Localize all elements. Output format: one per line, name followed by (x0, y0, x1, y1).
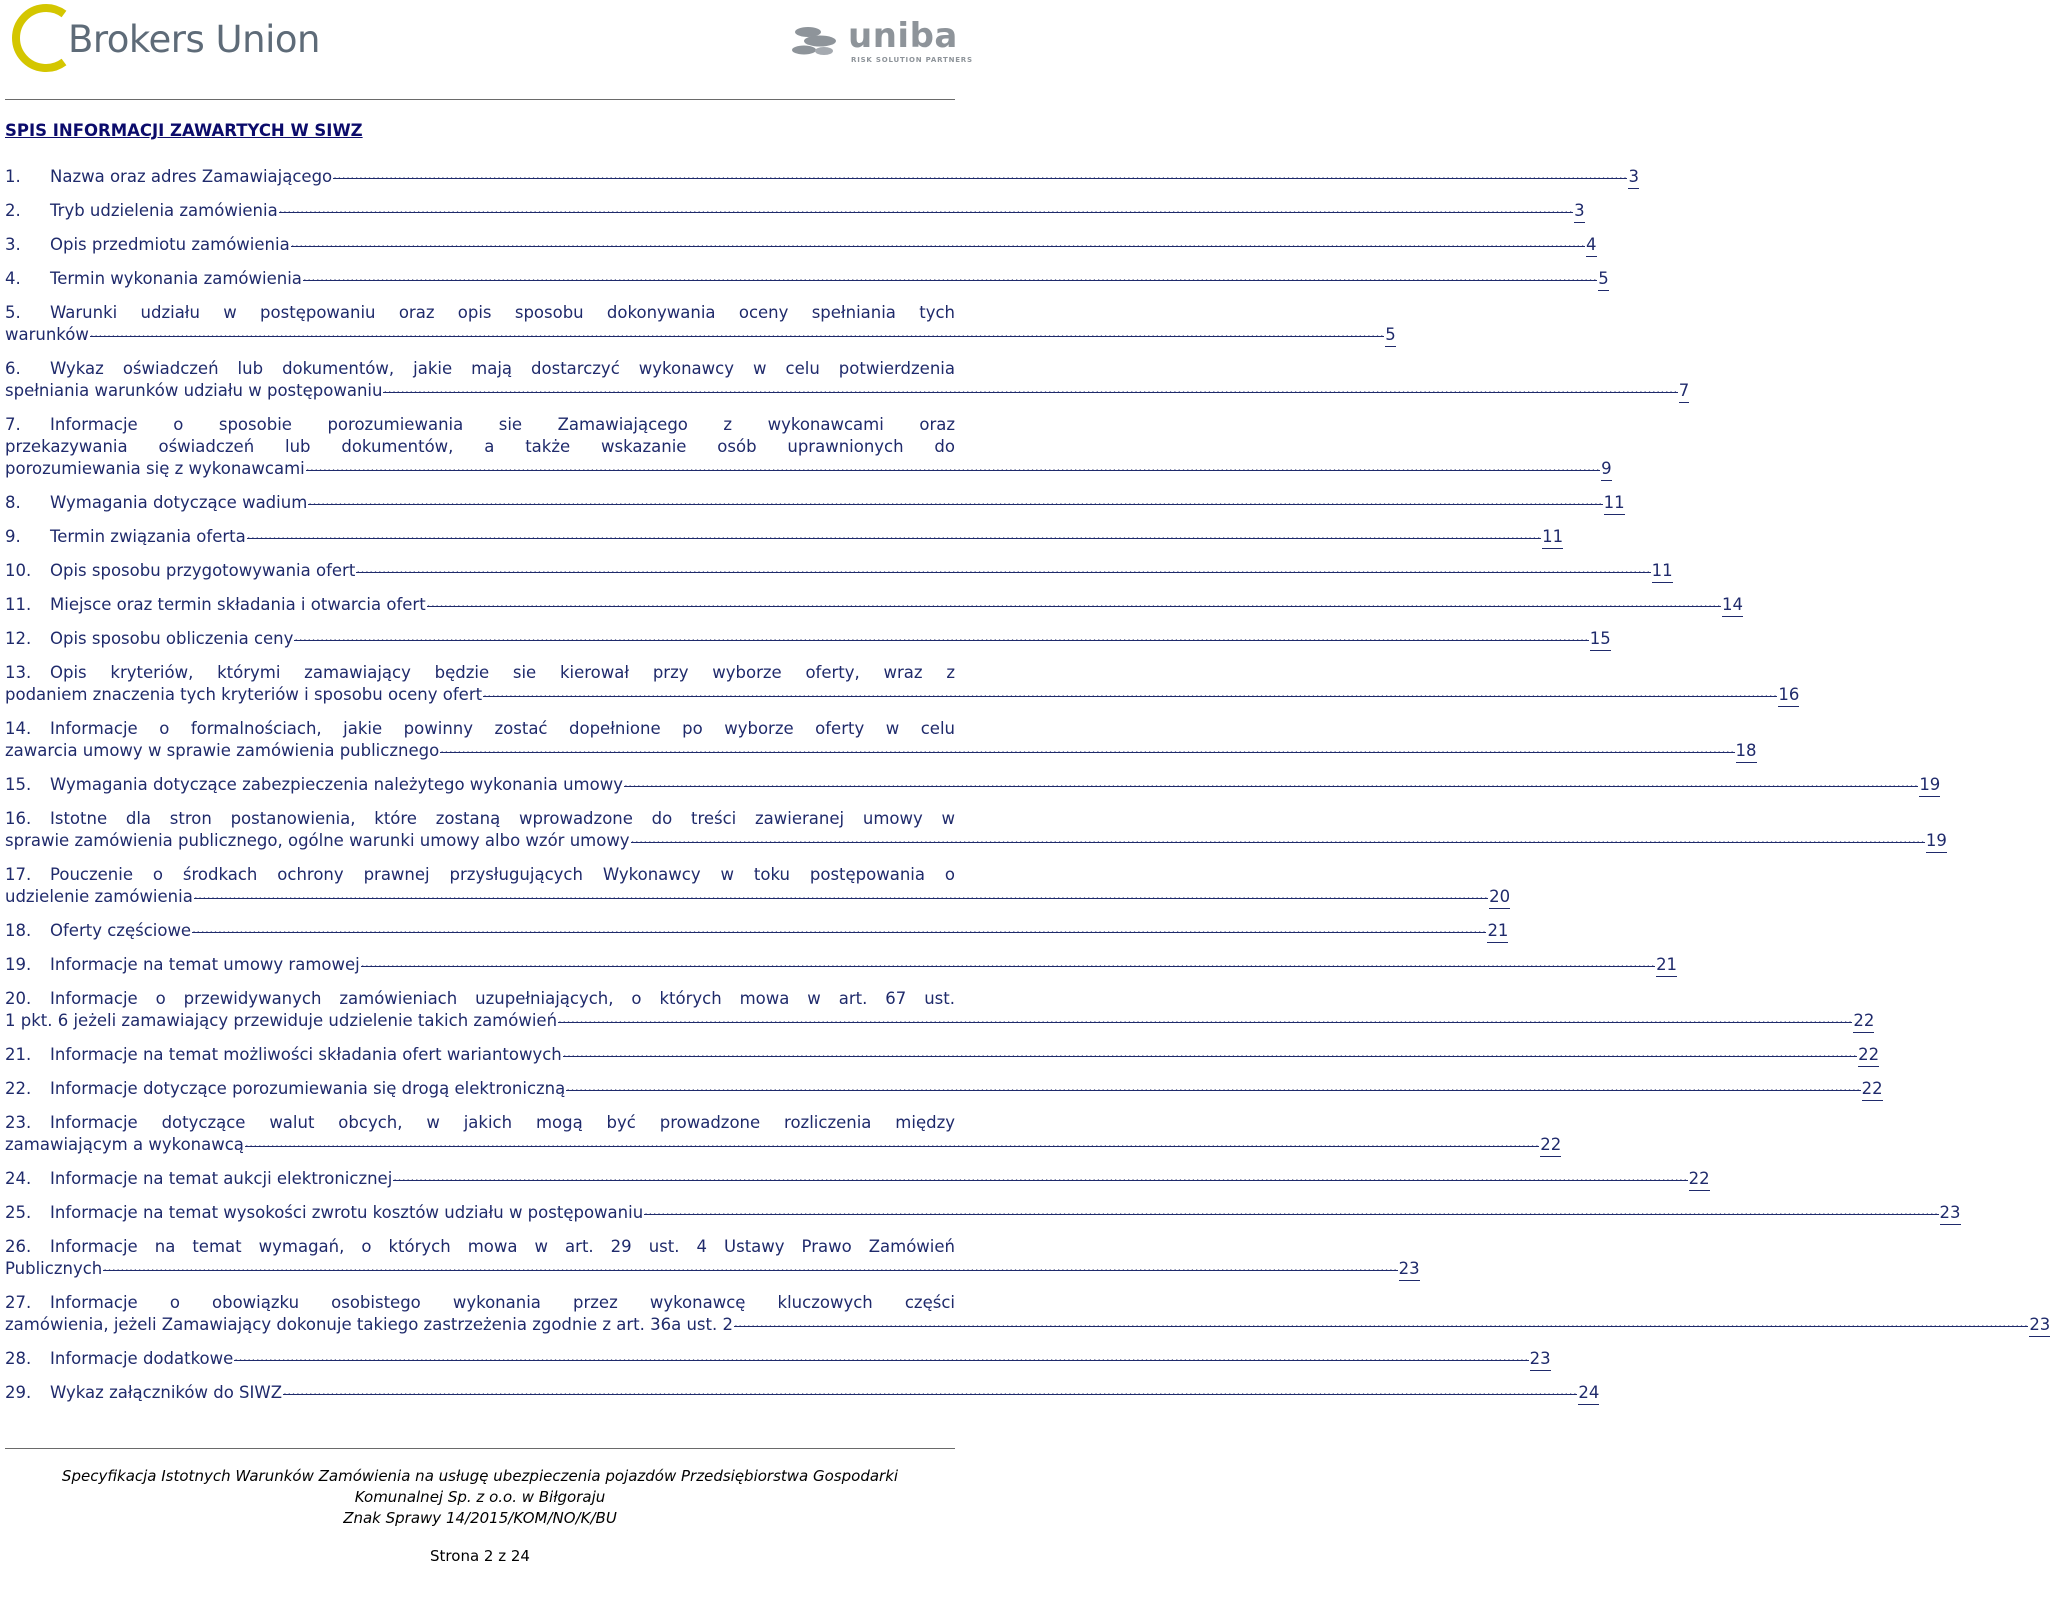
toc-entry[interactable] (5, 594, 1744, 617)
toc-entry-row (5, 1202, 1961, 1225)
toc-entry-number: 29. (5, 1383, 32, 1402)
toc-entry-text: Opis przedmiotu zamówienia (50, 235, 290, 254)
toc-entry-line (5, 1112, 955, 1134)
toc-entry-row (5, 560, 1673, 583)
toc-dot-leader: ............................................................................................................................................................................................................................................................................................................ (427, 592, 1721, 607)
toc-entry-page: 9 (1601, 458, 1612, 481)
footer-document-info (5, 1466, 955, 1529)
toc-entry[interactable] (5, 234, 1597, 257)
toc-entry-number: 23. (5, 1113, 32, 1132)
toc-entry-row (5, 886, 1511, 909)
toc-entry-page: 4 (1586, 234, 1597, 257)
toc-dot-leader: ............................................................................................................................................................................................................................................................................................................ (245, 1132, 1539, 1147)
toc-entry-row (5, 830, 1947, 853)
toc-entry-text: Oferty częściowe (50, 921, 192, 940)
toc-entry-row (5, 1314, 2050, 1337)
toc-entry-number: 24. (5, 1169, 32, 1188)
footer-line-1: Specyfikacja Istotnych Warunków Zamówienia na usługę ubezpieczenia pojazdów Przedsiębiorstwa Gospodarki (61, 1467, 899, 1485)
toc-entry-number: 8. (5, 493, 21, 512)
toc-entry-row (5, 1258, 1420, 1281)
toc-entry[interactable] (5, 864, 1511, 909)
header-divider (5, 99, 955, 100)
toc-dot-leader: ............................................................................................................................................................................................................................................................................................................ (194, 884, 1488, 899)
toc-entry-text: Opis kryteriów, którymi zamawiający będzie sie kierował przy wyborze oferty, wraz z (50, 663, 955, 682)
toc-entry-row (5, 1044, 1880, 1067)
toc-entry-number: 4. (5, 269, 21, 288)
toc-entry-row (5, 166, 1639, 189)
footer-line-3: Znak Sprawy 14/2015/KOM/NO/K/BU (343, 1509, 617, 1527)
toc-dot-leader: ............................................................................................................................................................................................................................................................................................................ (644, 1200, 1938, 1215)
toc-entry-row (5, 324, 1396, 347)
toc-entry-row (5, 684, 1800, 707)
toc-entry-page: 23 (1940, 1202, 1961, 1225)
toc-entry-text: Warunki udziału w postępowaniu oraz opis sposobu dokonywania oceny spełniania tych (50, 303, 955, 322)
toc-entry[interactable] (5, 808, 1947, 853)
toc-entry-text: Wykaz załączników do SIWZ (50, 1383, 282, 1402)
toc-dot-leader: ............................................................................................................................................................................................................................................................................................................ (563, 1042, 1857, 1057)
toc-entry-text: Pouczenie o środkach ochrony prawnej przysługujących Wykonawcy w toku postępowania o (50, 865, 955, 884)
toc-dot-leader: ............................................................................................................................................................................................................................................................................................................ (333, 164, 1627, 179)
toc-entry-page: 22 (1862, 1078, 1883, 1101)
toc-entry-text: Wymagania dotyczące wadium (50, 493, 308, 512)
toc-entry-text: porozumiewania się z wykonawcami (5, 459, 305, 478)
toc-entry-number: 20. (5, 989, 32, 1008)
toc-entry-row (5, 526, 1564, 549)
toc-entry[interactable] (5, 414, 1612, 481)
toc-dot-leader: ............................................................................................................................................................................................................................................................................................................ (279, 198, 1573, 213)
toc-dot-leader: ............................................................................................................................................................................................................................................................................................................ (303, 266, 1597, 281)
toc-entry[interactable] (5, 662, 1800, 707)
toc-entry-line (5, 436, 955, 458)
toc-entry-page: 11 (1652, 560, 1673, 583)
toc-entry[interactable] (5, 166, 1639, 189)
toc-entry-number: 9. (5, 527, 21, 546)
toc-entry-number: 5. (5, 303, 21, 322)
toc-entry-text: podaniem znaczenia tych kryteriów i sposobu oceny ofert (5, 685, 483, 704)
toc-entry-page: 3 (1574, 200, 1585, 223)
toc-entry-page: 7 (1679, 380, 1690, 403)
toc-entry-text: spełniania warunków udziału w postępowaniu (5, 381, 383, 400)
toc-dot-leader: ............................................................................................................................................................................................................................................................................................................ (393, 1166, 1687, 1181)
toc-entry-text: Termin wykonania zamówienia (50, 269, 302, 288)
brokers-union-logo (6, 4, 320, 74)
toc-entry-number: 13. (5, 663, 32, 682)
toc-entry-text: Wymagania dotyczące zabezpieczenia należytego wykonania umowy (50, 775, 623, 794)
toc-entry-row (5, 200, 1585, 223)
toc-entry-page: 24 (1578, 1382, 1599, 1405)
toc-entry-line (5, 662, 955, 684)
toc-dot-leader: ............................................................................................................................................................................................................................................................................................................ (291, 232, 1585, 247)
toc-entry-line (5, 358, 955, 380)
toc-entry[interactable] (5, 560, 1673, 583)
toc-entry-page: 22 (1853, 1010, 1874, 1033)
toc-entry[interactable] (5, 1236, 1420, 1281)
toc-entry-text: zawarcia umowy w sprawie zamówienia publicznego (5, 741, 440, 760)
toc-entry[interactable] (5, 988, 1875, 1033)
toc-dot-leader: ............................................................................................................................................................................................................................................................................................................ (566, 1076, 1860, 1091)
uniba-logo-subtext: RISK SOLUTION PARTNERS (851, 56, 973, 64)
toc-entry-number: 2. (5, 201, 21, 220)
toc-entry-text: Publicznych (5, 1259, 103, 1278)
toc-entry[interactable] (5, 718, 1757, 763)
toc-entry-text: Tryb udzielenia zamówienia (50, 201, 278, 220)
toc-entry[interactable] (5, 302, 1396, 347)
toc-entry[interactable] (5, 1292, 2050, 1337)
toc-entry[interactable] (5, 492, 1625, 515)
toc-entry-row (5, 594, 1744, 617)
toc-dot-leader: ............................................................................................................................................................................................................................................................................................................ (247, 524, 1541, 539)
toc-entry[interactable] (5, 954, 1678, 977)
toc-entry-number: 18. (5, 921, 32, 940)
toc-entry-page: 3 (1628, 166, 1639, 189)
toc-entry-number: 12. (5, 629, 32, 648)
toc-entry-text: 1 pkt. 6 jeżeli zamawiający przewiduje udzielenie takich zamówień (5, 1011, 558, 1030)
toc-entry-text: Informacje o sposobie porozumiewania sie Zamawiającego z wykonawcami oraz (50, 415, 955, 434)
toc-entry-number: 10. (5, 561, 32, 580)
toc-entry-row (5, 1168, 1710, 1191)
toc-entry-text: Informacje na temat możliwości składania ofert wariantowych (50, 1045, 562, 1064)
toc-entry-number: 16. (5, 809, 32, 828)
toc-entry-row (5, 1134, 1562, 1157)
toc-entry-line (5, 718, 955, 740)
table-of-contents (5, 166, 2050, 1416)
toc-dot-leader: ............................................................................................................................................................................................................................................................................................................ (283, 1380, 1577, 1395)
toc-entry-text: Informacje na temat umowy ramowej (50, 955, 360, 974)
toc-entry[interactable] (5, 628, 1611, 651)
toc-dot-leader: ............................................................................................................................................................................................................................................................................................................ (306, 456, 1600, 471)
toc-entry-number: 7. (5, 415, 21, 434)
toc-entry-line (5, 1236, 955, 1258)
toc-entry-number: 1. (5, 167, 21, 186)
toc-entry-page: 5 (1385, 324, 1396, 347)
uniba-pebbles-icon (790, 22, 848, 66)
footer-divider (5, 1448, 955, 1449)
toc-entry-text: przekazywania oświadczeń lub dokumentów, a także wskazanie osób uprawnionych do (5, 437, 955, 456)
toc-entry-text: Informacje o obowiązku osobistego wykonania przez wykonawcę kluczowych części (50, 1293, 955, 1312)
toc-dot-leader: ............................................................................................................................................................................................................................................................................................................ (440, 738, 1734, 753)
brokers-union-ring-icon (6, 4, 76, 74)
toc-entry-row (5, 268, 1609, 291)
toc-dot-leader: ............................................................................................................................................................................................................................................................................................................ (631, 828, 1925, 843)
toc-entry-text: zamówienia, jeżeli Zamawiający dokonuje takiego zastrzeżenia zgodnie z art. 36a ust. 2 (5, 1315, 733, 1334)
toc-entry[interactable] (5, 774, 1941, 797)
toc-entry-row (5, 1078, 1883, 1101)
toc-dot-leader: ............................................................................................................................................................................................................................................................................................................ (234, 1346, 1528, 1361)
toc-title: SPIS INFORMACJI ZAWARTYCH W SIWZ (5, 121, 363, 140)
toc-entry-line (5, 988, 955, 1010)
toc-entry-page: 18 (1736, 740, 1757, 763)
toc-entry-page: 23 (1399, 1258, 1420, 1281)
toc-entry-row (5, 1010, 1875, 1033)
toc-entry-text: Opis sposobu przygotowywania ofert (50, 561, 356, 580)
toc-entry-page: 11 (1604, 492, 1625, 515)
toc-entry-number: 3. (5, 235, 21, 254)
toc-entry-line (5, 1292, 955, 1314)
toc-entry-row (5, 492, 1625, 515)
toc-entry-number: 22. (5, 1079, 32, 1098)
toc-entry-row (5, 740, 1757, 763)
toc-entry-row (5, 774, 1941, 797)
toc-entry-number: 27. (5, 1293, 32, 1312)
toc-entry-page: 20 (1489, 886, 1510, 909)
toc-entry-row (5, 628, 1611, 651)
uniba-logo-text: uniba (848, 16, 958, 56)
toc-entry-number: 15. (5, 775, 32, 794)
toc-entry-number: 17. (5, 865, 32, 884)
toc-dot-leader: ............................................................................................................................................................................................................................................................................................................ (103, 1256, 1397, 1271)
toc-entry-row (5, 954, 1678, 977)
toc-entry-text: zamawiającym a wykonawcą (5, 1135, 244, 1154)
toc-entry-row (5, 234, 1597, 257)
toc-entry-text: Istotne dla stron postanowienia, które zostaną wprowadzone do treści zawieranej umowy w (50, 809, 955, 828)
toc-entry-text: udzielenie zamówienia (5, 887, 193, 906)
toc-entry[interactable] (5, 268, 1609, 291)
toc-dot-leader: ............................................................................................................................................................................................................................................................................................................ (383, 378, 1677, 393)
toc-entry[interactable] (5, 1078, 1883, 1101)
toc-entry-number: 19. (5, 955, 32, 974)
toc-entry-page: 22 (1689, 1168, 1710, 1191)
toc-entry-row (5, 380, 1690, 403)
toc-entry-page: 5 (1598, 268, 1609, 291)
toc-dot-leader: ............................................................................................................................................................................................................................................................................................................ (361, 952, 1655, 967)
toc-entry-page: 16 (1778, 684, 1799, 707)
toc-entry-page: 21 (1487, 920, 1508, 943)
toc-entry-number: 28. (5, 1349, 32, 1368)
toc-entry[interactable] (5, 1348, 1551, 1371)
toc-entry[interactable] (5, 1112, 1562, 1157)
toc-entry-page: 22 (1540, 1134, 1561, 1157)
toc-dot-leader: ............................................................................................................................................................................................................................................................................................................ (192, 918, 1486, 933)
toc-entry-text: Informacje na temat wymagań, o których mowa w art. 29 ust. 4 Ustawy Prawo Zamówień (50, 1237, 955, 1256)
toc-entry-text: Informacje o formalnościach, jakie powinny zostać dopełnione po wyborze oferty w celu (50, 719, 955, 738)
toc-entry-text: Informacje na temat wysokości zwrotu kosztów udziału w postępowaniu (50, 1203, 644, 1222)
page-header (0, 0, 973, 100)
toc-entry-page: 15 (1590, 628, 1611, 651)
toc-entry-row (5, 920, 1509, 943)
toc-entry[interactable] (5, 1044, 1880, 1067)
toc-dot-leader: ............................................................................................................................................................................................................................................................................................................ (483, 682, 1777, 697)
toc-entry-text: Informacje dodatkowe (50, 1349, 234, 1368)
toc-entry[interactable] (5, 200, 1585, 223)
toc-entry-text: Miejsce oraz termin składania i otwarcia ofert (50, 595, 426, 614)
toc-entry-page: 11 (1542, 526, 1563, 549)
toc-entry-page: 19 (1919, 774, 1940, 797)
toc-entry[interactable] (5, 526, 1564, 549)
page-number: Strona 2 z 24 (430, 1547, 530, 1565)
toc-dot-leader: ............................................................................................................................................................................................................................................................................................................ (356, 558, 1650, 573)
toc-entry-text: Nazwa oraz adres Zamawiającego (50, 167, 333, 186)
toc-entry[interactable] (5, 358, 1690, 403)
toc-entry[interactable] (5, 920, 1509, 943)
toc-entry-row (5, 1382, 1600, 1405)
toc-dot-leader: ............................................................................................................................................................................................................................................................................................................ (90, 322, 1384, 337)
toc-entry-line (5, 808, 955, 830)
footer-line-2: Komunalnej Sp. z o.o. w Biłgoraju (354, 1488, 606, 1506)
toc-entry-text: warunków (5, 325, 89, 344)
toc-entry-page: 23 (1530, 1348, 1551, 1371)
toc-entry-line (5, 302, 955, 324)
toc-entry-text: Informacje dotyczące walut obcych, w jakich mogą być prowadzone rozliczenia między (50, 1113, 955, 1132)
toc-entry-text: Wykaz oświadczeń lub dokumentów, jakie mają dostarczyć wykonawcy w celu potwierdzenia (50, 359, 955, 378)
toc-dot-leader: ............................................................................................................................................................................................................................................................................................................ (308, 490, 1602, 505)
brokers-union-logo-text: Brokers Union (68, 18, 320, 61)
toc-entry-text: Termin związania oferta (50, 527, 246, 546)
uniba-logo (790, 16, 973, 72)
toc-entry-number: 25. (5, 1203, 32, 1222)
toc-entry-number: 14. (5, 719, 32, 738)
toc-entry-page: 22 (1858, 1044, 1879, 1067)
toc-entry-text: Informacje o przewidywanych zamówieniach uzupełniających, o których mowa w art. 67 ust. (50, 989, 955, 1008)
toc-entry-line (5, 414, 955, 436)
toc-entry[interactable] (5, 1382, 1600, 1405)
toc-entry-number: 6. (5, 359, 21, 378)
toc-entry-text: Informacje na temat aukcji elektronicznej (50, 1169, 393, 1188)
toc-entry-number: 21. (5, 1045, 32, 1064)
toc-dot-leader: ............................................................................................................................................................................................................................................................................................................ (294, 626, 1588, 641)
toc-entry-row (5, 458, 1612, 481)
toc-entry-line (5, 864, 955, 886)
toc-entry-row (5, 1348, 1551, 1371)
toc-entry-number: 26. (5, 1237, 32, 1256)
toc-dot-leader: ............................................................................................................................................................................................................................................................................................................ (624, 772, 1918, 787)
toc-entry-text: Informacje dotyczące porozumiewania się drogą elektroniczną (50, 1079, 566, 1098)
toc-entry-page: 23 (2029, 1314, 2050, 1337)
toc-entry-number: 11. (5, 595, 32, 614)
toc-entry[interactable] (5, 1168, 1710, 1191)
toc-entry[interactable] (5, 1202, 1961, 1225)
toc-entry-page: 21 (1656, 954, 1677, 977)
toc-dot-leader: ............................................................................................................................................................................................................................................................................................................ (558, 1008, 1852, 1023)
toc-entry-text: Opis sposobu obliczenia ceny (50, 629, 294, 648)
toc-entry-text: sprawie zamówienia publicznego, ogólne warunki umowy albo wzór umowy (5, 831, 630, 850)
toc-entry-page: 14 (1722, 594, 1743, 617)
toc-entry-page: 19 (1926, 830, 1947, 853)
toc-dot-leader: ............................................................................................................................................................................................................................................................................................................ (734, 1312, 2028, 1327)
